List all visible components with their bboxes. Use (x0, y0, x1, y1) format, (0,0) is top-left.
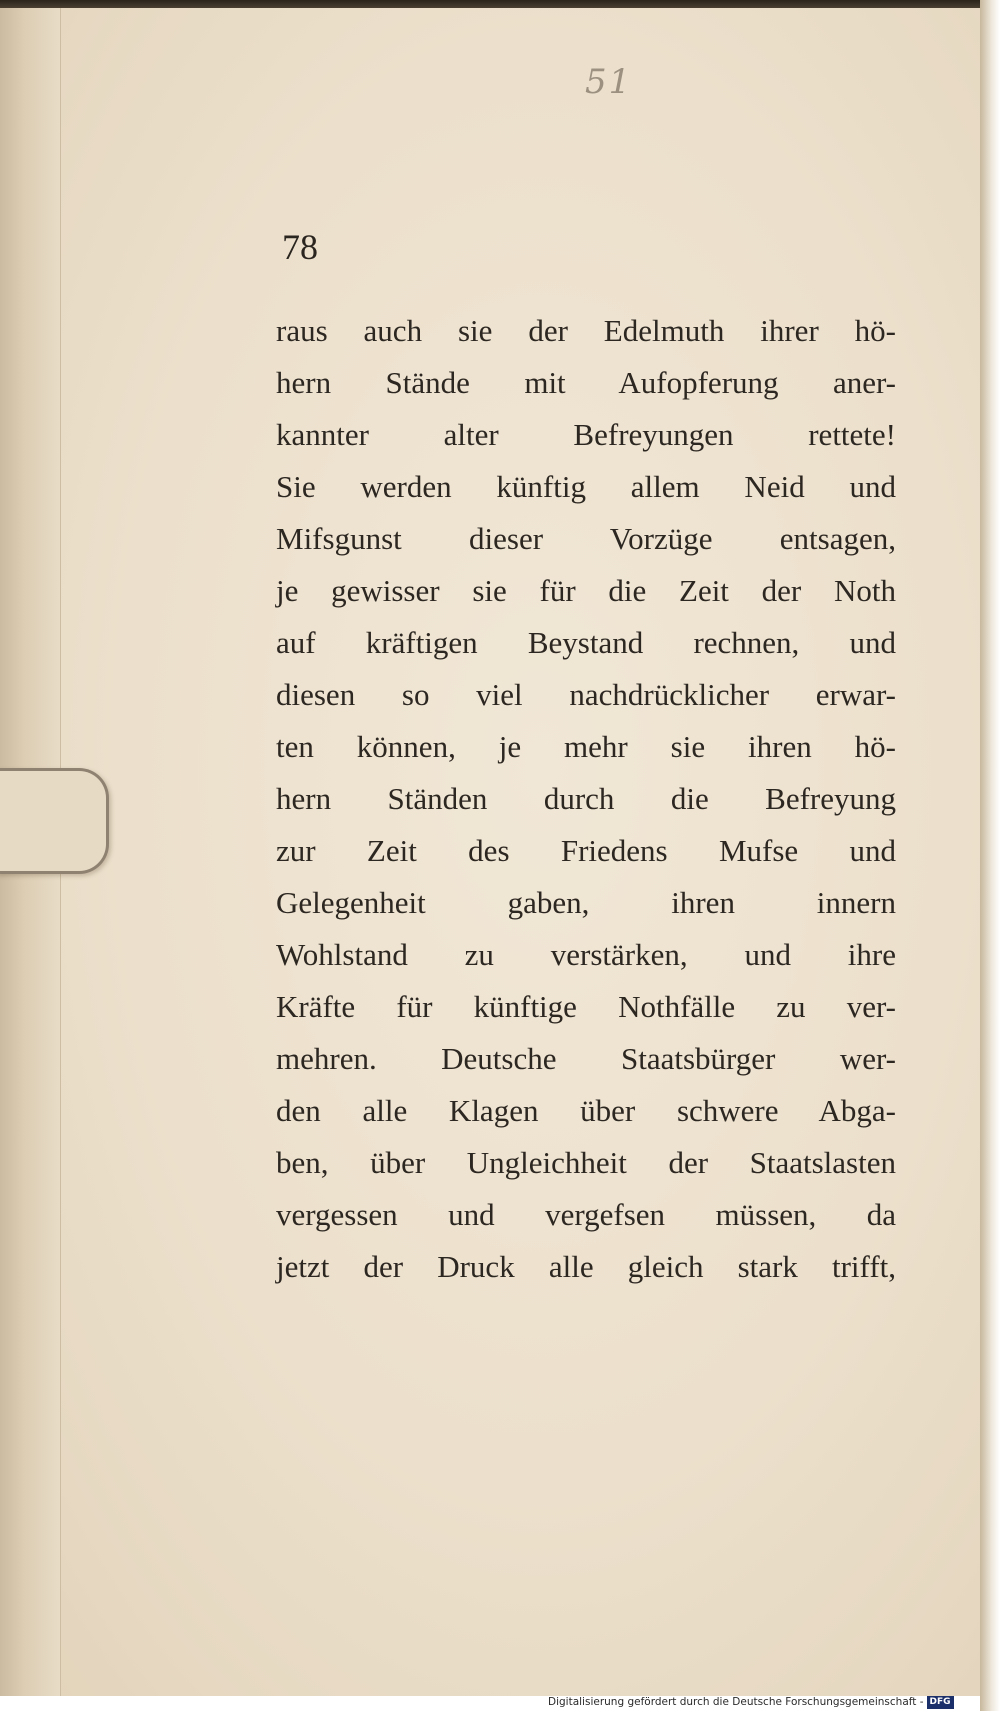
bookmark-tab (0, 768, 109, 874)
text-line: auf kräftigen Beystand rechnen, und (276, 625, 896, 660)
digitization-credit (548, 1694, 954, 1711)
text-line: Wohlstand zu verstärken, und ihre (276, 937, 896, 972)
text-line: hern Stände mit Aufopferung aner- (276, 365, 896, 400)
credit-text: Digitalisierung gefördert durch die Deutsche Forschungsgemeinschaft - (548, 1696, 924, 1708)
text-line: Gelegenheit gaben, ihren innern (276, 885, 896, 920)
text-line: ten können, je mehr sie ihren hö- (276, 729, 896, 764)
text-line: Mifsgunst dieser Vorzüge entsagen, (276, 521, 896, 556)
text-line: diesen so viel nachdrücklicher erwar- (276, 677, 896, 712)
text-line: je gewisser sie für die Zeit der Noth (276, 573, 896, 608)
page-number: 78 (282, 227, 318, 267)
text-line: vergessen und vergefsen müssen, da (276, 1197, 896, 1232)
text-line: jetzt der Druck alle gleich stark trifft, (276, 1249, 896, 1284)
text-line: hern Ständen durch die Befreyung (276, 781, 896, 816)
text-line: zur Zeit des Friedens Mufse und (276, 833, 896, 868)
pencil-marginalia: 51 (585, 62, 633, 102)
text-line: Sie werden künftig allem Neid und (276, 469, 896, 504)
text-line: ben, über Ungleichheit der Staatslasten (276, 1145, 896, 1180)
page-right-edge (980, 0, 1000, 1711)
text-line: kannter alter Befreyungen rettete! (276, 417, 896, 452)
text-line: raus auch sie der Edelmuth ihrer hö- (276, 313, 896, 348)
text-line: mehren. Deutsche Staatsbürger wer- (276, 1041, 896, 1076)
body-text (276, 305, 896, 1293)
text-line: Kräfte für künftige Nothfälle zu ver- (276, 989, 896, 1024)
dfg-logo: DFG (927, 1696, 954, 1709)
text-line: den alle Klagen über schwere Abga- (276, 1093, 896, 1128)
